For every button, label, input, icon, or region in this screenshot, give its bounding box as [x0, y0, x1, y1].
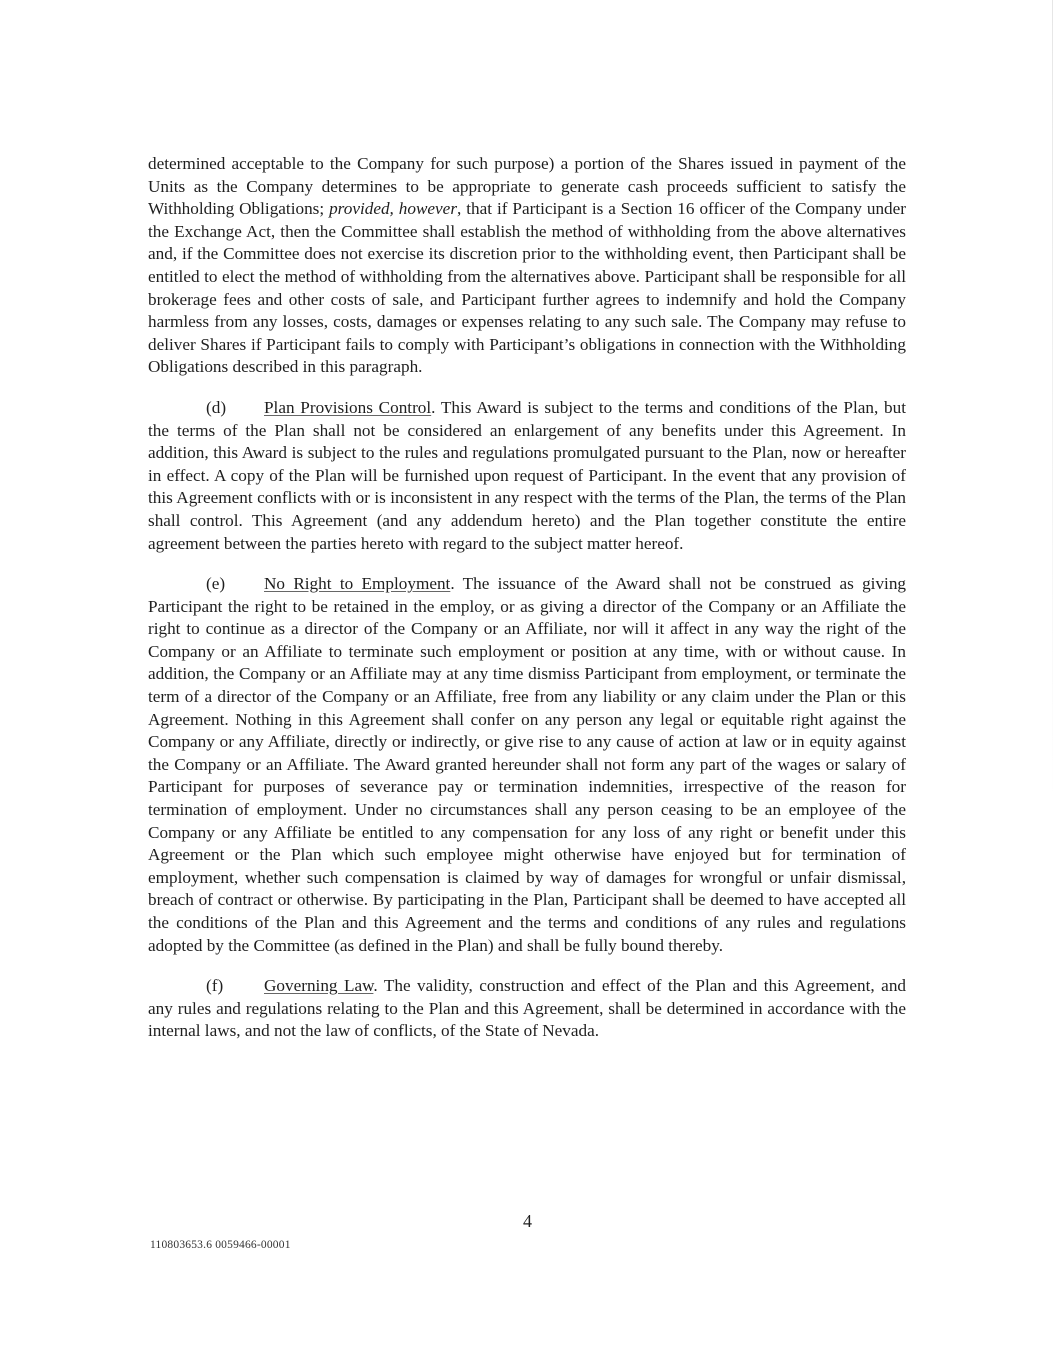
section-f-text: . The validity, construction and effect of the Plan and this Agreement, and any rules and regulations relating to the Plan and this Agreement, shall be determined in accordance with the internal laws, and not the law of conflicts, of the State of Nevada.	[148, 976, 907, 1041]
section-f-label: (f)	[206, 976, 224, 996]
document-body	[148, 153, 906, 1061]
continuation-emphasis: provided, however	[329, 199, 458, 219]
page-number: 4	[523, 1211, 532, 1231]
section-d-paragraph	[148, 397, 906, 555]
section-f-heading: Governing Law	[264, 976, 374, 996]
section-d-heading: Plan Provisions Control	[264, 397, 432, 417]
scan-edge-line	[1052, 0, 1053, 800]
continuation-paragraph	[148, 153, 906, 379]
section-d-label: (d)	[206, 397, 227, 417]
section-d-text: . This Award is subject to the terms and conditions of the Plan, but the terms of the Plan shall not be considered an enlargement of any benefits under this Agreement. In addition, this Award is subject to the rules and regulations promulgated pursuant to the Plan, now or hereafter in effect. A copy of the Plan will be furnished upon request of Participant. In the event that any provision of this Agreement conflicts with or is inconsistent in any respect with the terms of the Plan, the terms of the Plan shall control. This Agreement (and any addendum hereto) and the Plan together constitute the entire agreement between the parties hereto with regard to the subject matter hereof.	[148, 397, 906, 553]
section-f-paragraph	[148, 975, 906, 1043]
continuation-text-2: , that if Participant is a Section 16 officer of the Company under the Exchange Act, then the Committee shall establish the method of withholding from the above alternatives and, if the Committee does not exercise its discretion prior to the withholding event, then Participant shall be entitled to elect the method of withholding from the alternatives above. Participant shall be responsible for all brokerage fees and other costs of sale, and Participant further agrees to indemnify and hold the Company harmless from any losses, costs, damages or expenses relating to any such sale. The Company may refuse to deliver Shares if Participant fails to comply with Participant’s obligations in connection with the Withholding Obligations described in this paragraph.	[148, 199, 906, 377]
section-e-heading: No Right to Employment	[264, 574, 451, 594]
section-e-label: (e)	[206, 574, 226, 594]
section-e-paragraph	[148, 573, 906, 957]
document-id: 110803653.6 0059466-00001	[150, 1239, 291, 1251]
section-e-text: . The issuance of the Award shall not be construed as giving Participant the right to be retained in the employ, or as giving a director of the Company or an Affiliate the right to continue as a director of the Company or an Affiliate, nor will it affect in any way the right of the Company or an Affiliate to terminate such employment or position at any time, with or without cause. In addition, the Company or an Affiliate may at any time dismiss Participant from employment, or terminate the term of a director of the Company or an Affiliate, free from any liability or any claim under the Plan or this Agreement. Nothing in this Agreement shall confer on any person any legal or equitable right against the Company or any Affiliate, directly or indirectly, or give rise to any cause of action at law or in equity against the Company or an Affiliate. The Award granted hereunder shall not form any part of the wages or salary of Participant for purposes of severance pay or termination indemnities, irrespective of the reason for termination of employment. Under no circumstances shall any person ceasing to be an employee of the Company or any Affiliate be entitled to any compensation for any loss of any right or benefit under this Agreement or the Plan which such employee might otherwise have enjoyed but for termination of employment, whether such compensation is claimed by way of damages for wrongful or unfair dismissal, breach of contract or otherwise. By participating in the Plan, Participant shall be deemed to have accepted all the conditions of the Plan and this Agreement and the terms and conditions of any rules and regulations adopted by the Committee (as defined in the Plan) and shall be fully bound thereby.	[148, 574, 907, 955]
continuation-text-1: determined acceptable to the Company for such purpose) a portion of the Shares issued in payment of the Units as the Company determines to be appropriate to generate cash proceeds sufficient to satisfy the Withholding Obligations;	[148, 154, 906, 219]
